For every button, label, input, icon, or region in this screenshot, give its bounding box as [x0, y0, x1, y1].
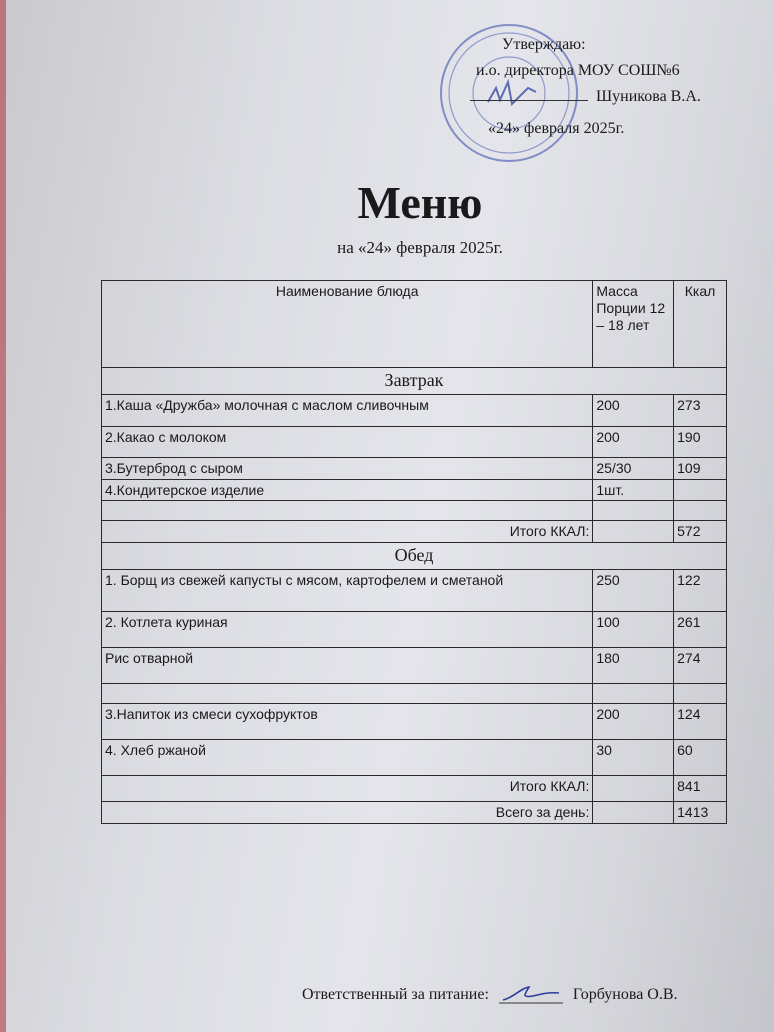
- signature-blank: [470, 100, 588, 101]
- dish-kcal: 60: [674, 740, 727, 776]
- dish-kcal: 124: [674, 704, 727, 740]
- empty-row: [102, 501, 727, 521]
- total-label: Итого ККАЛ:: [102, 776, 593, 802]
- approval-signature-line: [470, 84, 701, 110]
- dish-kcal: [674, 480, 727, 501]
- dish-name: Рис отварной: [102, 648, 593, 684]
- dish-kcal: 261: [674, 612, 727, 648]
- dish-mass: 1шт.: [593, 480, 674, 501]
- menu-table: [101, 280, 727, 824]
- dish-name: 2. Котлета куриная: [102, 612, 593, 648]
- dish-name: 4.Кондитерское изделие: [102, 480, 593, 501]
- table-row: [102, 480, 727, 501]
- section-breakfast: [102, 368, 727, 395]
- table-row: [102, 395, 727, 427]
- table-row: [102, 648, 727, 684]
- footer-label: Ответственный за питание:: [302, 986, 489, 1003]
- dish-mass: 100: [593, 612, 674, 648]
- dish-mass: 200: [593, 704, 674, 740]
- section-title: Завтрак: [102, 368, 727, 395]
- dish-kcal: 109: [674, 458, 727, 480]
- dish-mass: 25/30: [593, 458, 674, 480]
- dish-kcal: 274: [674, 648, 727, 684]
- breakfast-total: 572: [674, 521, 727, 543]
- dish-kcal: 190: [674, 427, 727, 458]
- header-name: Наименование блюда: [102, 281, 593, 368]
- footer-responsible: [302, 984, 678, 1004]
- day-total-row: [102, 802, 727, 824]
- dish-mass: 200: [593, 427, 674, 458]
- footer-name: Горбунова О.В.: [572, 986, 678, 1003]
- dish-name: 4. Хлеб ржаной: [102, 740, 593, 776]
- dish-name: 2.Какао с молоком: [102, 427, 593, 458]
- approver-name: Шуникова В.А.: [596, 88, 701, 105]
- table-row: [102, 427, 727, 458]
- approval-heading: Утверждаю:: [502, 36, 586, 53]
- table-row: [102, 570, 727, 612]
- lunch-total-row: [102, 776, 727, 802]
- breakfast-total-row: [102, 521, 727, 543]
- header-mass: Масса Порции 12 – 18 лет: [593, 281, 674, 368]
- dish-mass: 30: [593, 740, 674, 776]
- table-row: [102, 704, 727, 740]
- table-header-row: [102, 281, 727, 368]
- dish-name: 1. Борщ из свежей капусты с мясом, картофелем и сметаной: [102, 570, 593, 612]
- page-subtitle: на «24» февраля 2025г.: [337, 238, 503, 257]
- table-row: [102, 740, 727, 776]
- table-row: [102, 458, 727, 480]
- dish-kcal: 122: [674, 570, 727, 612]
- day-total-label: Всего за день:: [102, 802, 593, 824]
- dish-mass: 200: [593, 395, 674, 427]
- empty-row: [102, 684, 727, 704]
- dish-mass: 250: [593, 570, 674, 612]
- section-lunch: [102, 543, 727, 570]
- lunch-total: 841: [674, 776, 727, 802]
- header-kcal: Ккал: [674, 281, 727, 368]
- total-label: Итого ККАЛ:: [102, 521, 593, 543]
- dish-mass: 180: [593, 648, 674, 684]
- dish-name: 3.Бутерброд с сыром: [102, 458, 593, 480]
- dish-kcal: 273: [674, 395, 727, 427]
- page-title: Меню: [357, 177, 483, 228]
- table-row: [102, 612, 727, 648]
- approval-position: и.о. директора МОУ СОШ№6: [476, 62, 680, 79]
- approval-date: «24» февраля 2025г.: [488, 120, 625, 137]
- dish-name: 1.Каша «Дружба» молочная с маслом сливочным: [102, 395, 593, 427]
- signature-mark: [499, 984, 563, 1004]
- section-title: Обед: [102, 543, 727, 570]
- dish-name: 3.Напиток из смеси сухофруктов: [102, 704, 593, 740]
- page-edge: [0, 0, 6, 1032]
- day-total: 1413: [674, 802, 727, 824]
- approval-block: [470, 32, 701, 142]
